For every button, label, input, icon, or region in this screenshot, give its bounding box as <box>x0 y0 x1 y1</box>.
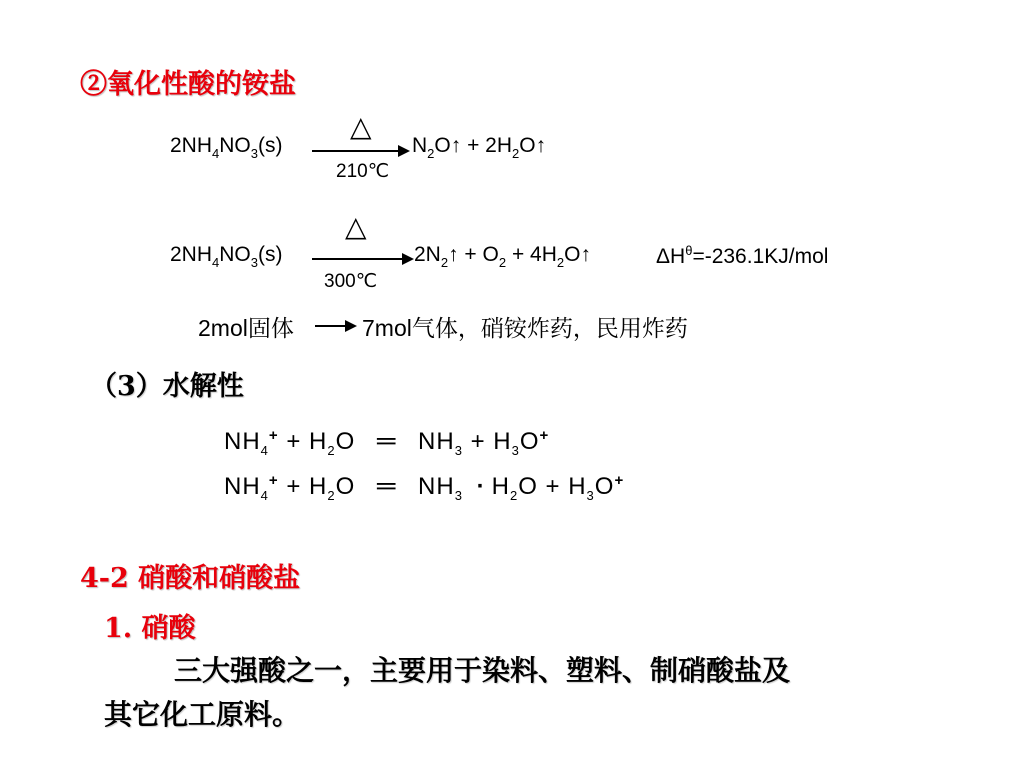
note-gas: 7mol气体，硝铵炸药，民用炸药 <box>362 315 688 341</box>
equal-sign: ═ <box>376 425 397 455</box>
note-arrow <box>315 325 347 327</box>
arrow-head-icon <box>398 145 410 157</box>
hydrolysis-equation-2: $NH_4^+ + H_2O$ ═ $NH_3 \cdot H_2O + H_3O^+$ <box>224 470 625 503</box>
hydrolysis-equation-1: $NH_4^+ + H_2O$ ═ $NH_3 + H_3O^+$ <box>224 425 550 458</box>
section-title-oxidizing: ②氧化性酸的铵盐 <box>80 69 296 100</box>
heat-triangle-icon: △ <box>345 210 367 243</box>
reaction-1-temperature: 210℃ <box>336 161 390 182</box>
reaction-1-products: $N_2O↑$ + $2H_2O↑$ <box>412 134 547 161</box>
reaction-1-reactant: $2NH_4NO_3(s)$ <box>170 134 283 161</box>
reaction-2-products: $2N_2↑ + O_2$ + $4H_2O↑$ <box>414 243 591 270</box>
heat-triangle-icon: △ <box>350 110 372 143</box>
reaction-2-enthalpy: $\Delta H^\theta=-236.1KJ$/mol <box>656 243 829 268</box>
equal-sign: ═ <box>376 470 397 500</box>
reaction-2-reactant: $2NH_4NO_3(s)$ <box>170 243 283 270</box>
section-title-nitric: 4-2 硝酸和硝酸盐 <box>80 563 301 594</box>
arrow-head-icon <box>345 320 357 332</box>
dot-separator: · <box>476 473 486 500</box>
paragraph-line-2: 其它化工原料。 <box>104 698 301 731</box>
paragraph-line-1: 三大强酸之一，主要用于染料、塑料、制硝酸盐及 <box>174 654 791 687</box>
reaction-arrow-2 <box>312 258 404 260</box>
note-solid: 2mol固体 <box>198 315 294 341</box>
section-title-hydrolysis: （3）水解性 <box>90 371 244 402</box>
reaction-2-temperature: 300℃ <box>324 271 378 292</box>
subsection-title-nitric-acid: 1. 硝酸 <box>104 613 196 644</box>
reaction-arrow-1 <box>312 150 400 152</box>
arrow-head-icon <box>402 253 414 265</box>
